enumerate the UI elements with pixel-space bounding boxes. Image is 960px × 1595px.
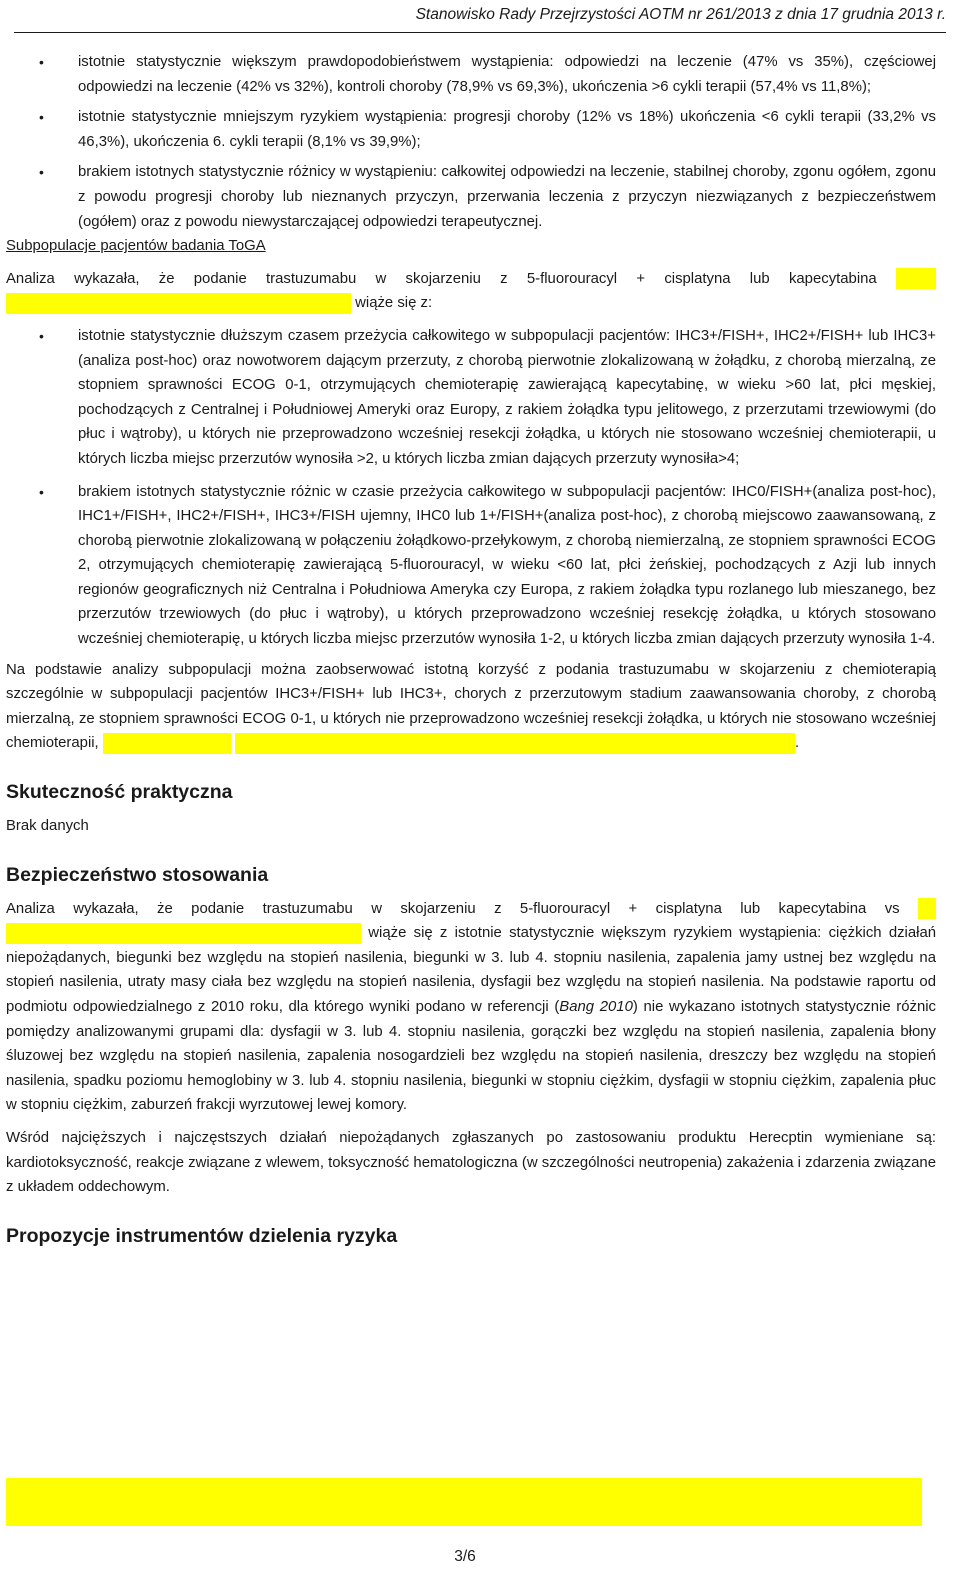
redacted-block xyxy=(6,923,361,944)
subpopulation-title: Subpopulacje pacjentów badania ToGA xyxy=(6,238,266,255)
redacted-block xyxy=(235,733,795,754)
bullet-list-efficacy xyxy=(6,50,936,234)
reference-citation: Bang 2010 xyxy=(559,999,633,1015)
document-body xyxy=(6,50,936,1258)
section-heading-practical-effectiveness: Skuteczność praktyczna xyxy=(6,781,233,804)
subpopulation-summary: Na podstawie analizy subpopulacji można zaobserwować istotną korzyść z podania trastuzumabu w skojarzeniu z chemioterapią szczególnie w subpopulacji pacjentów IHC3+/FISH+ lub IHC3+, chorych z przerzutowym stadium zaawansowania choroby, z chorobą mierzalną, ze stopniem sprawności ECOG 0-1, u których nie przeprowadzono wcześniej resekcji żołądka, u których nie stosowano wcześniej chemioterapii, . xyxy=(6,658,936,756)
redacted-block xyxy=(6,293,351,314)
redacted-block xyxy=(896,268,936,289)
list-item: • brakiem istotnych statystycznie różnicy w wystąpieniu: całkowitej odpowiedzi na leczenie, stabilnej choroby, zgonu ogółem, zgonu z powodu progresji choroby lub nieznanych przyczyn, przerwania leczenia z przyczyn niezwiązanych z bezpieczeństwem (ogółem) oraz z powodu niewystarczającej odpowiedzi terapeutycznej. xyxy=(6,160,936,234)
practical-effectiveness-text: Brak danych xyxy=(6,818,89,835)
bullet-icon: • xyxy=(39,327,44,344)
section-heading-risk-sharing: Propozycje instrumentów dzielenia ryzyka xyxy=(6,1224,398,1247)
subpopulation-intro: Analiza wykazała, że podanie trastuzumabu w skojarzeniu z 5-fluorouracyl + cisplatyna lub kapecytabina wiąże się z: xyxy=(6,267,936,316)
list-item: • istotnie statystycznie większym prawdopodobieństwem wystąpienia: odpowiedzi na leczenie (47% vs 35%), częściowej odpowiedzi na leczenie (42% vs 32%), kontroli choroby (78,9% vs 69,3%), ukończenia >6 cykli terapii (57,4% vs 11,8%); xyxy=(6,50,936,99)
header-rule xyxy=(14,32,946,33)
bullet-icon: • xyxy=(39,109,44,126)
list-item: • brakiem istotnych statystycznie różnic w czasie przeżycia całkowitego w subpopulacji pacjentów: IHC0/FISH+(analiza post-hoc), IHC1+/FISH+, IHC2+/FISH+, IHC3+/FISH ujemny, IHC0 lub 1+/FISH+(analiza post-hoc), z chorobą miejscowo zaawansowaną, z chorobą pierwotnie zlokalizowaną w połączeniu żołądkowo-przełykowym, z chorobą niemierzalną, ze stopniem sprawności ECOG 2, otrzymujących chemioterapię zawierającą 5-fluorouracyl, w wieku <60 lat, płci żeńskiej, pochodzących z Azji lub innych regionów geograficznych niż Centralna i Południowa Ameryka czy Europa, z rakiem żołądka typu rozlanego lub mieszanego, bez przerzutów trzewiowych (do płuc i wątroby), u których przeprowadzono wcześniej resekcję żołądka, u których stosowano wcześniej chemioterapię, u których liczba miejsc przerzutów wynosiła 1-2, u których liczba zmian dających przerzuty wynosiła 1-4. xyxy=(6,480,936,652)
running-header: Stanowisko Rady Przejrzystości AOTM nr 261/2013 z dnia 17 grudnia 2013 r. xyxy=(415,6,946,23)
section-heading-safety: Bezpieczeństwo stosowania xyxy=(6,863,269,886)
bullet-list-subpopulations xyxy=(6,324,936,652)
bullet-icon: • xyxy=(39,164,44,181)
redacted-block xyxy=(918,898,936,919)
list-item: • istotnie statystycznie mniejszym ryzykiem wystąpienia: progresji choroby (12% vs 18%) ukończenia <6 cykli terapii (33,2% vs 46,3%), ukończenia 6. cykli terapii (8,1% vs 39,9%); xyxy=(6,105,936,154)
bullet-icon: • xyxy=(39,54,44,70)
safety-paragraph-1: Analiza wykazała, że podanie trastuzumabu w skojarzeniu z 5-fluorouracyl + cisplatyna lub kapecytabina vs wiąże się z istotnie statystycznie większym ryzykiem wystąpienia: ciężkich działań niepożądanych, biegunki bez względu na stopień nasilenia, biegunki w 3. lub 4. stopniu nasilenia, zapalenia jamy ustnej bez względu na stopień nasilenia, utraty masy ciała bez względu na stopień nasilenia, dysfagii bez względu na stopień nasilenia. Na podstawie raportu od podmiotu odpowiedzialnego z 2010 roku, dla którego wyniki podano w referencji (Bang 2010) nie wykazano istotnych statystycznie różnic pomiędzy analizowanymi grupami dla: dysfagii w 3. lub 4. stopniu nasilenia, gorączki bez względu na stopień nasilenia, zapalenia błony śluzowej bez względu na stopień nasilenia, zapalenia nosogardzieli bez względu na stopień nasilenia, dreszczy bez względu na stopień nasilenia, spadku poziomu hemoglobiny w 3. lub 4. stopniu nasilenia, biegunki w stopniu ciężkim, dysfagii w stopniu ciężkim, zapalenia płuc w stopniu ciężkim, zaburzeń frakcji wyrzutowej lewej komory. xyxy=(6,897,936,1118)
page-number: 3/6 xyxy=(454,1548,476,1565)
redacted-block xyxy=(103,733,231,754)
list-item: • istotnie statystycznie dłuższym czasem przeżycia całkowitego w subpopulacji pacjentów: IHC3+/FISH+, IHC2+/FISH+ lub IHC3+ (analiza post-hoc) oraz nowotworem dającym przerzuty, z chorobą pierwotnie zlokalizowaną w żołądku, z chorobą mierzalną, ze stopniem sprawności ECOG 0-1, otrzymujących chemioterapię zawierającą kapecytabinę, w wieku >60 lat, płci męskiej, pochodzących z Centralnej i Południowej Ameryki oraz Europy, z rakiem żołądka typu jelitowego, z przerzutami trzewiowymi (do płuc i wątroby), u których nie przeprowadzono wcześniej resekcji żołądka, u których nie stosowano wcześniej chemioterapii, u których liczba miejsc przerzutów wynosiła >2, u których liczba zmian dających przerzuty wynosiła>4; xyxy=(6,324,936,472)
bullet-icon: • xyxy=(39,483,44,500)
redacted-block xyxy=(6,1478,922,1526)
safety-paragraph-2: Wśród najcięższych i najczęstszych działań niepożądanych zgłaszanych po zastosowaniu produktu Herecptin wymieniane są: kardiotoksyczność, reakcje związane z wlewem, toksyczność hematologiczna (w szczególności neutropenia) zakażenia i zdarzenia związane z układem oddechowym. xyxy=(6,1129,936,1196)
